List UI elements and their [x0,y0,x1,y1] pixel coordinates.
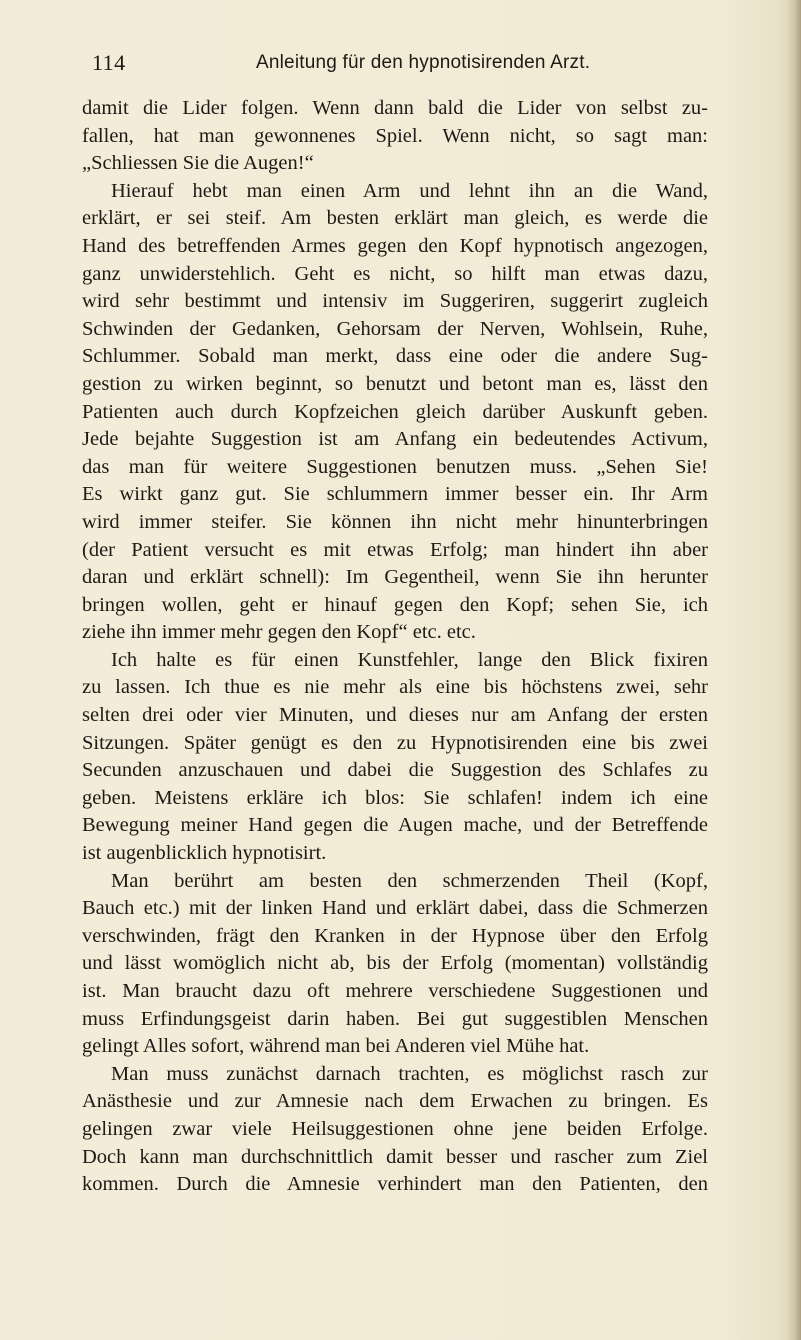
text-line: und lässt womöglich nicht ab, bis der Erfolg (momentan) vollständig [82,952,708,975]
text-line: fallen, hat man gewonnenes Spiel. Wenn nicht, so sagt man: [82,124,708,147]
text-line: damit die Lider folgen. Wenn dann bald die Lider von selbst zu- [82,97,708,119]
text-line: zu lassen. Ich thue es nie mehr als eine bis höchstens zwei, sehr [82,676,708,699]
text-line: Schwinden der Gedanken, Gehorsam der Nerven, Wohlsein, Ruhe, [82,317,708,340]
text-line: gelingt Alles sofort, während man bei Anderen viel Mühe hat. [82,1035,590,1058]
page-edge-shadow [787,0,801,1340]
text-line: kommen. Durch die Amnesie verhindert man den Patienten, den [82,1173,708,1196]
body-text [82,95,708,1199]
text-line: Hand des betreffenden Armes gegen den Kopf hypnotisch angezogen, [82,234,708,257]
text-line: geben. Meistens erkläre ich blos: Sie schlafen! indem ich eine [82,786,708,809]
text-line: bringen wollen, geht er hinauf gegen den Kopf; sehen Sie, ich [82,593,708,616]
text-line: muss Erfindungsgeist darin haben. Bei gut suggestiblen Menschen [82,1007,708,1030]
running-title: Anleitung für den hypnotisirenden Arzt. [256,52,591,73]
text-line: erklärt, er sei steif. Am besten erklärt man gleich, es werde die [82,207,708,230]
page-header [92,46,712,80]
text-line: Schlummer. Sobald man merkt, dass eine oder die andere Sug- [82,345,708,368]
text-line: Bauch etc.) mit der linken Hand und erklärt dabei, dass die Schmerzen [82,897,708,920]
text-line: ganz unwiderstehlich. Geht es nicht, so hilft man etwas dazu, [82,262,708,285]
page-number: 114 [92,50,126,75]
text-line: Jede bejahte Suggestion ist am Anfang ein bedeutendes Activum, [82,428,708,451]
text-line: daran und erklärt schnell): Im Gegentheil, wenn Sie ihn herunter [82,566,708,589]
text-line: gelingen zwar viele Heilsuggestionen ohne jene beiden Erfolge. [82,1117,708,1140]
text-line: Hierauf hebt man einen Arm und lehnt ihn an die Wand, [111,179,708,202]
text-line: gestion zu wirken beginnt, so benutzt und betont man es, lässt den [82,372,708,395]
text-line: Anästhesie und zur Amnesie nach dem Erwachen zu bringen. Es [82,1090,708,1113]
text-line: (der Patient versucht es mit etwas Erfolg; man hindert ihn aber [82,538,708,561]
text-line: das man für weitere Suggestionen benutzen muss. „Sehen Sie! [82,455,708,478]
text-line: Bewegung meiner Hand gegen die Augen mache, und der Betreffende [82,814,708,837]
text-line: ist augenblicklich hypnotisirt. [82,842,327,865]
text-line: wird sehr bestimmt und intensiv im Suggeriren, suggerirt zugleich [82,290,708,313]
text-line: Secunden anzuschauen und dabei die Suggestion des Schlafes zu [82,759,708,782]
text-line: Man berührt am besten den schmerzenden Theil (Kopf, [111,869,708,892]
text-line: Sitzungen. Später genügt es den zu Hypnotisirenden eine bis zwei [82,731,708,754]
text-line: ziehe ihn immer mehr gegen den Kopf“ etc. etc. [82,621,476,644]
text-line: Es wirkt ganz gut. Sie schlummern immer besser ein. Ihr Arm [82,483,708,506]
text-line: Man muss zunächst darnach trachten, es möglichst rasch zur [111,1062,708,1085]
text-line: wird immer steifer. Sie können ihn nicht mehr hinunterbringen [82,510,708,533]
text-line: selten drei oder vier Minuten, und dieses nur am Anfang der ersten [82,704,708,727]
text-line: Ich halte es für einen Kunstfehler, lange den Blick fixiren [111,648,708,671]
text-line: „Schliessen Sie die Augen!“ [82,152,314,175]
text-line: Doch kann man durchschnittlich damit besser und rascher zum Ziel [82,1145,708,1168]
text-line: Patienten auch durch Kopfzeichen gleich darüber Auskunft geben. [82,400,708,423]
text-line: verschwinden, frägt den Kranken in der Hypnose über den Erfolg [82,924,708,947]
text-line: ist. Man braucht dazu oft mehrere verschiedene Suggestionen und [82,980,708,1002]
